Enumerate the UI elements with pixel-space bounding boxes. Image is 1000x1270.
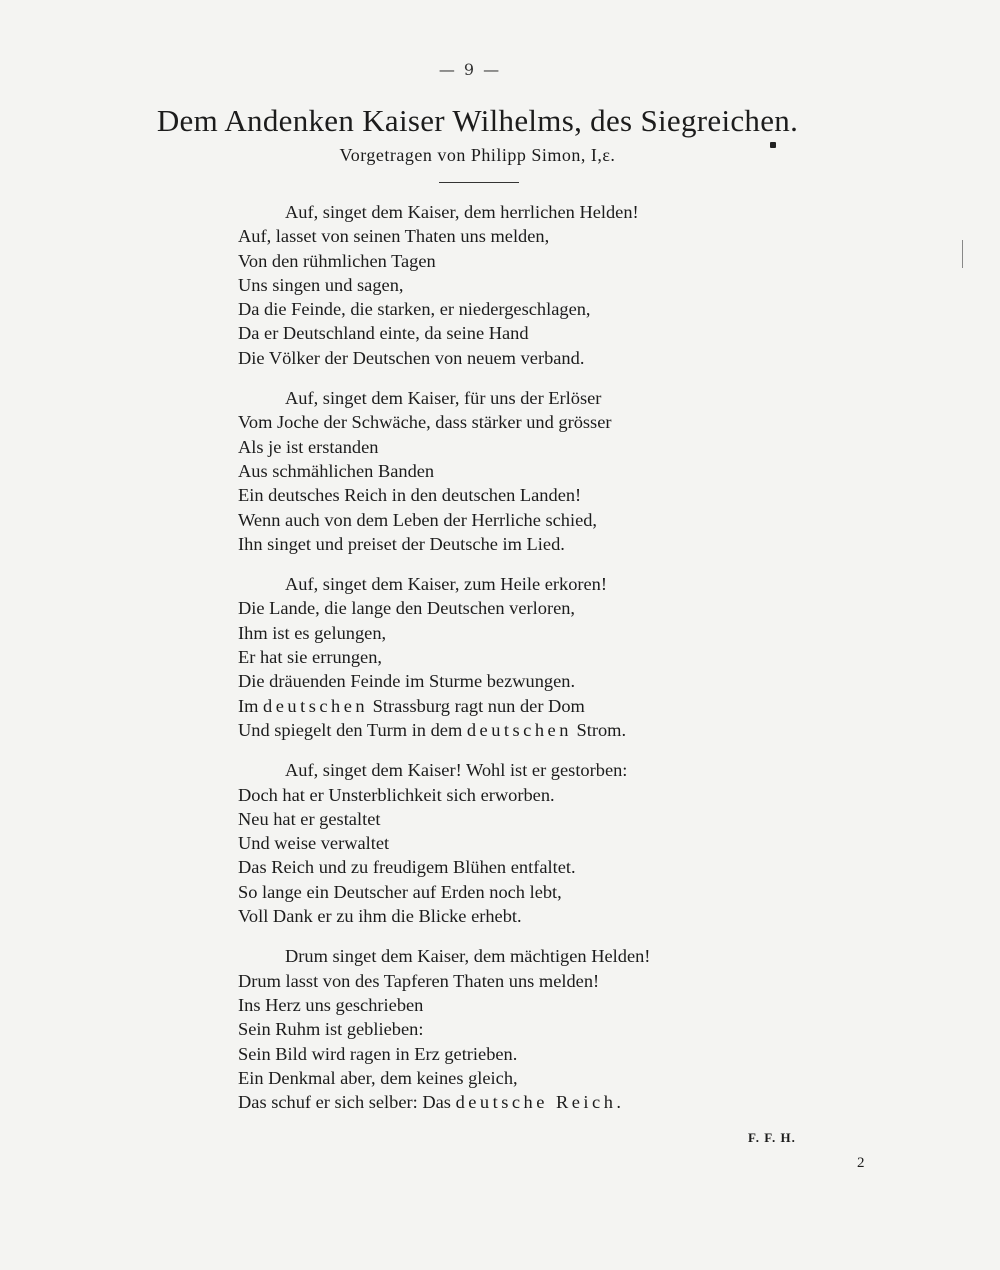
sheet-number: 2: [857, 1155, 865, 1171]
poem-line: Neu hat er gestaltet: [238, 808, 381, 829]
poem-line: Auf, singet dem Kaiser! Wohl ist er gestorben:: [285, 760, 628, 781]
poem-body: [238, 200, 798, 1130]
poem-line: Uns singen und sagen,: [238, 274, 404, 295]
poem-line: So lange ein Deutscher auf Erden noch lebt,: [238, 881, 562, 902]
poem-line: Auf, singet dem Kaiser, dem herrlichen Helden!: [285, 202, 639, 222]
divider-rule: [439, 182, 519, 183]
poem-line: Von den rühmlichen Tagen: [238, 250, 436, 271]
poem-line: Vom Joche der Schwäche, dass stärker und grösser: [238, 412, 612, 433]
stanza-4: [238, 758, 798, 928]
poem-line: Die Lande, die lange den Deutschen verloren,: [238, 598, 576, 619]
poem-line: Die dräuenden Feinde im Sturme bezwungen.: [238, 671, 576, 692]
author-signature: F. F. H.: [748, 1130, 796, 1145]
spaced-word: deutschen: [263, 695, 369, 716]
poem-line: Drum lasst von des Tapferen Thaten uns melden!: [238, 970, 600, 991]
poem-line-spaced: [238, 718, 798, 742]
poem-line: Da er Deutschland einte, da seine Hand: [238, 323, 529, 344]
poem-subtitle: Vorgetragen von Philipp Simon, I,ε.: [339, 145, 616, 165]
poem-line: Das Reich und zu freudigem Blühen entfaltet.: [238, 857, 576, 878]
poem-line: Ihn singet und preiset der Deutsche im Lied.: [238, 533, 565, 554]
poem-line-spaced: [238, 694, 798, 718]
poem-line: Ihm ist es gelungen,: [238, 622, 387, 643]
stanza-2: [238, 386, 798, 556]
poem-line: Auf, lasset von seinen Thaten uns melden,: [238, 226, 550, 247]
poem-line: Doch hat er Unsterblichkeit sich erworben.: [238, 784, 555, 805]
poem-line: Als je ist erstanden: [238, 436, 379, 457]
text-segment: Das schuf er sich selber: Das: [238, 1092, 456, 1113]
poem-line: Wenn auch von dem Leben der Herrliche schied,: [238, 509, 598, 530]
poem-line: Die Völker der Deutschen von neuem verband.: [238, 347, 585, 368]
text-segment: Und spiegelt den Turm in dem: [238, 719, 467, 740]
ink-dot-mark: [770, 142, 776, 148]
poem-line: Sein Bild wird ragen in Erz getrieben.: [238, 1043, 518, 1064]
poem-line: Auf, singet dem Kaiser, zum Heile erkoren!: [285, 574, 608, 595]
page-edge-mark: [962, 240, 963, 268]
poem-line: Aus schmählichen Banden: [238, 460, 435, 481]
poem-line: Er hat sie errungen,: [238, 647, 383, 668]
poem-line: Sein Ruhm ist geblieben:: [238, 1019, 424, 1040]
text-segment: .: [616, 1092, 622, 1113]
poem-line: Ein Denkmal aber, dem keines gleich,: [238, 1067, 518, 1088]
stanza-5: [238, 944, 798, 1114]
text-segment: Strassburg ragt nun der Dom: [368, 695, 585, 716]
text-segment: Strom.: [571, 719, 627, 740]
poem-line: Und weise verwaltet: [238, 833, 390, 854]
poem-line: Ein deutsches Reich in den deutschen Landen!: [238, 485, 582, 506]
poem-line: Ins Herz uns geschrieben: [238, 994, 424, 1015]
poem-line: Da die Feinde, die starken, er niedergeschlagen,: [238, 299, 591, 320]
bleed-through-text-left: [45, 330, 245, 760]
poem-title: Dem Andenken Kaiser Wilhelms, des Siegreichen.: [156, 103, 799, 138]
poem-line: Auf, singet dem Kaiser, für uns der Erlöser: [285, 388, 602, 409]
stanza-1: [238, 200, 798, 370]
spaced-word: deutschen: [466, 719, 572, 740]
poem-line-spaced: [238, 1090, 798, 1114]
poem-line: Drum singet dem Kaiser, dem mächtigen Helden!: [285, 946, 651, 967]
spaced-word: deutsche Reich: [455, 1092, 617, 1113]
page-number: — 9 —: [438, 60, 502, 79]
text-segment: Im: [238, 695, 264, 716]
stanza-3: [238, 572, 798, 742]
poem-line: Voll Dank er zu ihm die Blicke erhebt.: [238, 906, 522, 927]
